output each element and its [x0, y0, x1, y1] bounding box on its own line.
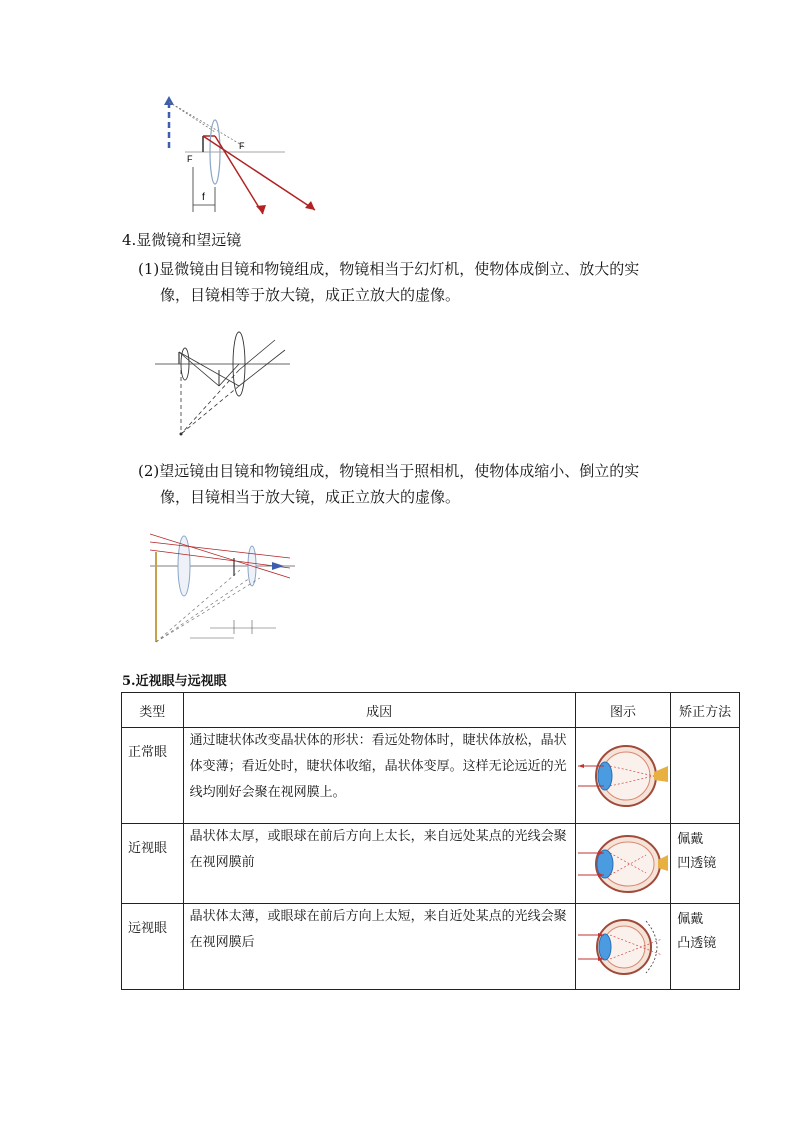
row-diagram [575, 728, 670, 824]
hyperopic-eye-image [576, 907, 668, 987]
row-correction [671, 824, 740, 904]
telescope-paragraph [138, 458, 639, 510]
section4-heading: 4.显微镜和望远镜 [122, 231, 242, 249]
row-type: 正常眼 [122, 728, 184, 824]
microscope-line-2: 像，目镜相等于放大镜，成正立放大的虚像。 [160, 286, 461, 304]
table-row [122, 728, 740, 824]
correction-line-1: 佩戴 [677, 832, 704, 847]
eye-comparison-table [121, 692, 740, 990]
row-type: 近视眼 [122, 824, 184, 904]
telescope-line-2: 像，目镜相当于放大镜，成正立放大的虚像。 [160, 488, 461, 506]
column-header-type: 类型 [122, 693, 184, 728]
telescope-ray-diagram [150, 528, 300, 650]
focal-label-left: F [187, 154, 193, 164]
focal-length-label: f [202, 192, 205, 203]
row-cause: 晶状体太薄，或眼球在前后方向上太短，来自近处某点的光线会聚在视网膜后 [183, 904, 575, 990]
row-cause: 晶状体太厚，或眼球在前后方向上太长，来自远处某点的光线会聚在视网膜前 [183, 824, 575, 904]
section5-heading: 5.近视眼与远视眼 [122, 674, 227, 689]
column-header-correction: 矫正方法 [671, 693, 740, 728]
myopic-eye-image [576, 827, 668, 901]
normal-eye-image [576, 736, 668, 816]
table-row [122, 904, 740, 990]
row-correction [671, 728, 740, 824]
correction-line-2: 凸透镜 [677, 936, 717, 951]
row-diagram [575, 824, 670, 904]
row-correction [671, 904, 740, 990]
row-cause: 通过睫状体改变晶状体的形状：看远处物体时，睫状体放松，晶状体变薄；看近处时，睫状体收缩，晶状体变厚。这样无论远近的光线均刚好会聚在视网膜上。 [183, 728, 575, 824]
microscope-paragraph [138, 256, 639, 308]
row-diagram [575, 904, 670, 990]
magnifier-ray-diagram [155, 92, 325, 217]
column-header-cause: 成因 [183, 693, 575, 728]
telescope-line-1: (2)望远镜由目镜和物镜组成，物镜相当于照相机，使物体成缩小、倒立的实 [138, 462, 640, 480]
table-row [122, 824, 740, 904]
table-header-row [122, 693, 740, 728]
microscope-line-1: (1)显微镜由目镜和物镜组成，物镜相当于幻灯机，使物体成倒立、放大的实 [138, 260, 640, 278]
microscope-ray-diagram [155, 330, 290, 438]
column-header-diagram: 图示 [575, 693, 670, 728]
row-type: 远视眼 [122, 904, 184, 990]
correction-line-1: 佩戴 [677, 912, 704, 927]
correction-line-2: 凹透镜 [677, 856, 717, 871]
focal-label-right: F [239, 141, 245, 151]
